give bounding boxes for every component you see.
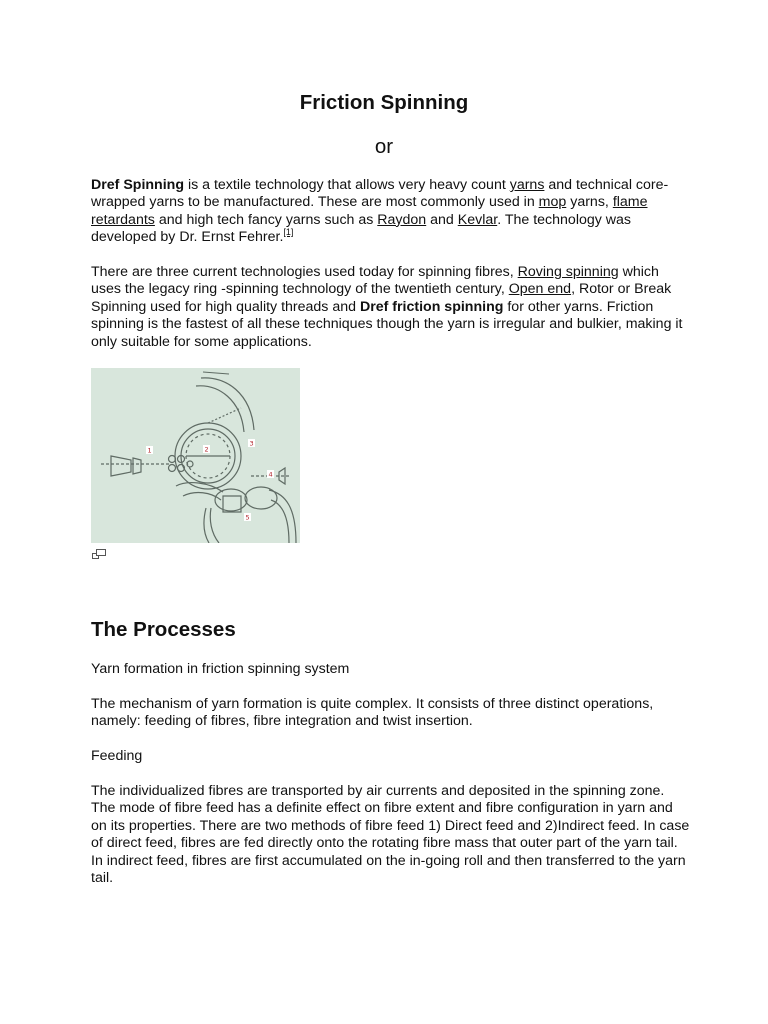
diagram-label-1: 1 — [147, 446, 152, 455]
term-dref-friction-spinning: Dref friction spinning — [359, 298, 504, 315]
feeding-heading: Feeding — [91, 748, 143, 764]
intro-paragraph: Dref Spinning is a textile technology that allows very heavy count yarns and technical core-wrapped yarns to be manufactured. These are most commonly used in mop yarns, flame retardants and high tech fancy yarns such as Raydon and Kevlar. The technology was developed by Dr. Ernst Fehrer.[1] — [91, 177, 669, 246]
link-yarns[interactable]: yarns — [509, 177, 545, 193]
processes-heading: The Processes — [91, 618, 236, 641]
diagram-label-4: 4 — [268, 470, 273, 479]
yarn-formation-text: Yarn formation in friction spinning system — [91, 661, 350, 677]
link-kevlar[interactable]: Kevlar — [457, 211, 498, 228]
document-subtitle: or — [374, 135, 394, 158]
technologies-paragraph: There are three current technologies used today for spinning fibres, Roving spinning which uses the legacy ring -spinning technology of the twentieth century, Open end, Rotor or Break Spinning used for high quality threads and Dref friction spinning for other yarns. Friction spinning is the fastest of all these techniques though the yarn is irregular and bulkier, making it only suitable for some applications. — [91, 264, 683, 350]
diagram-label-2: 2 — [204, 445, 209, 454]
link-roving-spinning[interactable]: Roving spinning — [517, 264, 619, 280]
diagram-label-3: 3 — [249, 439, 254, 448]
mechanism-paragraph: The mechanism of yarn formation is quite complex. It consists of three distinct operations, namely: feeding of fibres, fibre integration and twist insertion. — [91, 696, 654, 730]
feeding-paragraph: The individualized fibres are transported by air currents and deposited in the spinning zone. The mode of fibre feed has a definite effect on fibre extent and fibre configuration in yarn and on its properties. There are two methods of fibre feed 1) Direct feed and 2)Indirect feed. In case of direct feed, fibres are fed directly onto the rotating fibre mass that outer part of the yarn tail. In indirect feed, fibres are first accumulated on the in-going roll and then transferred to the yarn tail. — [91, 783, 690, 887]
term-dref-spinning: Dref Spinning — [91, 177, 185, 193]
link-open-end[interactable]: Open end — [508, 281, 572, 298]
link-mop[interactable]: mop — [538, 194, 567, 211]
friction-spinning-diagram — [91, 368, 300, 543]
reference-link[interactable]: [1] — [283, 227, 294, 238]
link-flame-retardants[interactable]: flame retardants — [91, 194, 648, 228]
link-raydon[interactable]: Raydon — [377, 211, 427, 228]
document-title: Friction Spinning — [299, 91, 469, 114]
diagram-label-5: 5 — [245, 513, 250, 522]
enlarge-image-icon[interactable] — [92, 549, 106, 559]
diagram-drawing — [91, 368, 300, 543]
